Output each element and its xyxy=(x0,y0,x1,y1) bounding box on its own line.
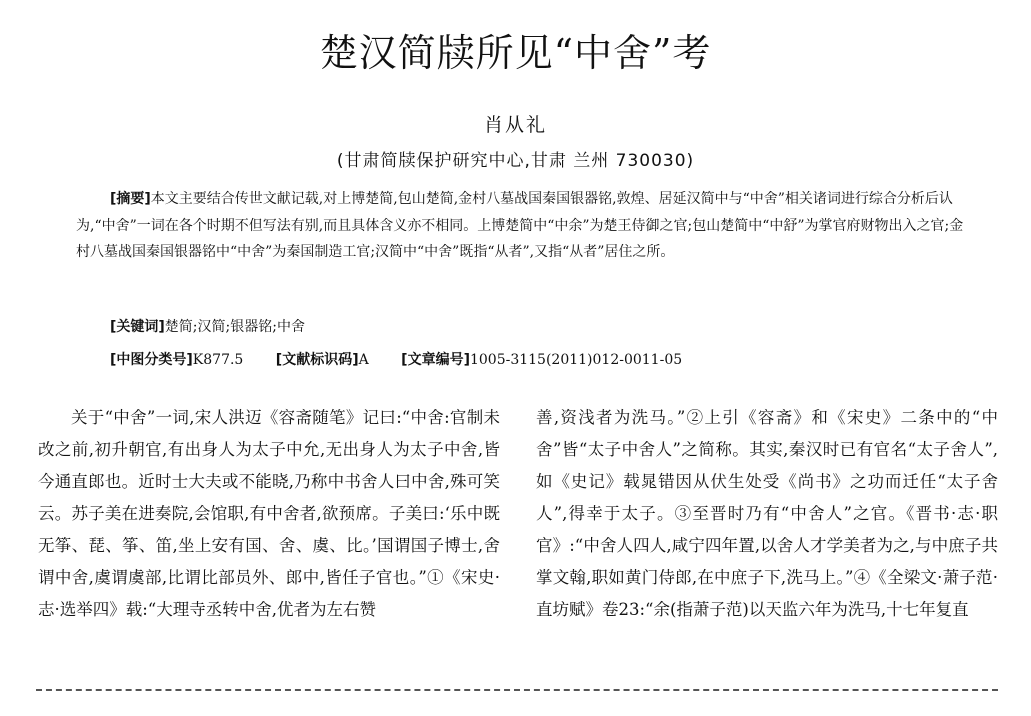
abstract-label: [摘要] xyxy=(110,191,151,207)
clc-number xyxy=(110,352,243,368)
abstract-text: 本文主要结合传世文献记载,对上博楚简,包山楚简,金村八墓战国秦国银器铭,敦煌、居延汉简中与“中舍”相关诸词进行综合分析后认为,“中舍”一词在各个时期不但写法有别,而且具体含义亦不相同。上博楚简中“中余”为楚王侍御之官;包山楚简中“中舒”为掌官府财物出入之官;金村八墓战国秦国银器铭中“中舍”为秦国制造工官;汉简中“中舍”既指“从者”,又指“从者”居住之所。 xyxy=(76,191,964,260)
body-right-column xyxy=(536,402,998,626)
article-number xyxy=(401,352,682,368)
article-number-value: 1005-3115(2011)012-0011-05 xyxy=(469,352,683,368)
author-affiliation: (甘肃简牍保护研究中心,甘肃 兰州 730030) xyxy=(336,151,695,171)
body-paragraph: 善,资浅者为洗马。”②上引《容斋》和《宋史》二条中的“中舍”皆“太子中舍人”之简称。其实,秦汉时已有官名“太子舍人”,如《史记》载晁错因从伏生处受《尚书》之功而迁任“太子舍人”,得幸于太子。③至晋时乃有“中舍人”之官。《晋书·志·职官》:“中舍人四人,咸宁四年置,以舍人才学美者为之,与中庶子共掌文翰,职如黄门侍郎,在中庶子下,洗马上。”④《全梁文·萧子范·直坊赋》卷23:“余(指萧子范)以天监六年为洗马,十七年复直 xyxy=(536,408,998,619)
keywords-text: 楚简;汉简;银器铭;中舍 xyxy=(164,319,305,335)
article-title: 楚汉简牍所见“中舍”考 xyxy=(319,31,712,75)
doc-code-value: A xyxy=(358,352,369,368)
abstract-block xyxy=(76,186,966,266)
author-name: 肖从礼 xyxy=(483,114,547,136)
body-paragraph: 关于“中舍”一词,宋人洪迈《容斋随笔》记曰:“中舍:官制未改之前,初升朝官,有出身人为太子中允,无出身人为太子中舍,皆今通直郎也。近时士大夫或不能晓,乃称中书舍人曰中舍,殊可笑云。苏子美在进奏院,会馆职,有中舍者,欲预席。子美曰:‘乐中既无筝、琵、筝、笛,坐上安有国、舍、虞、比。’国谓国子博士,舍谓中舍,虞谓虞部,比谓比部员外、郎中,皆任子官也。”①《宋史·志·选举四》载:“大理寺丞转中舍,优者为左右赞 xyxy=(38,408,500,619)
doc-code-label: [文献标识码] xyxy=(275,352,359,368)
document-code xyxy=(276,352,369,368)
clc-value: K877.5 xyxy=(192,352,244,368)
clc-label: [中图分类号] xyxy=(110,352,193,368)
keywords-line xyxy=(110,316,305,336)
keywords-label: [关键词] xyxy=(110,319,165,335)
classification-line xyxy=(110,349,710,369)
abstract-paragraph xyxy=(76,186,966,266)
body-left-column xyxy=(38,402,500,626)
article-number-label: [文章编号] xyxy=(401,352,470,368)
page-divider xyxy=(36,689,998,691)
